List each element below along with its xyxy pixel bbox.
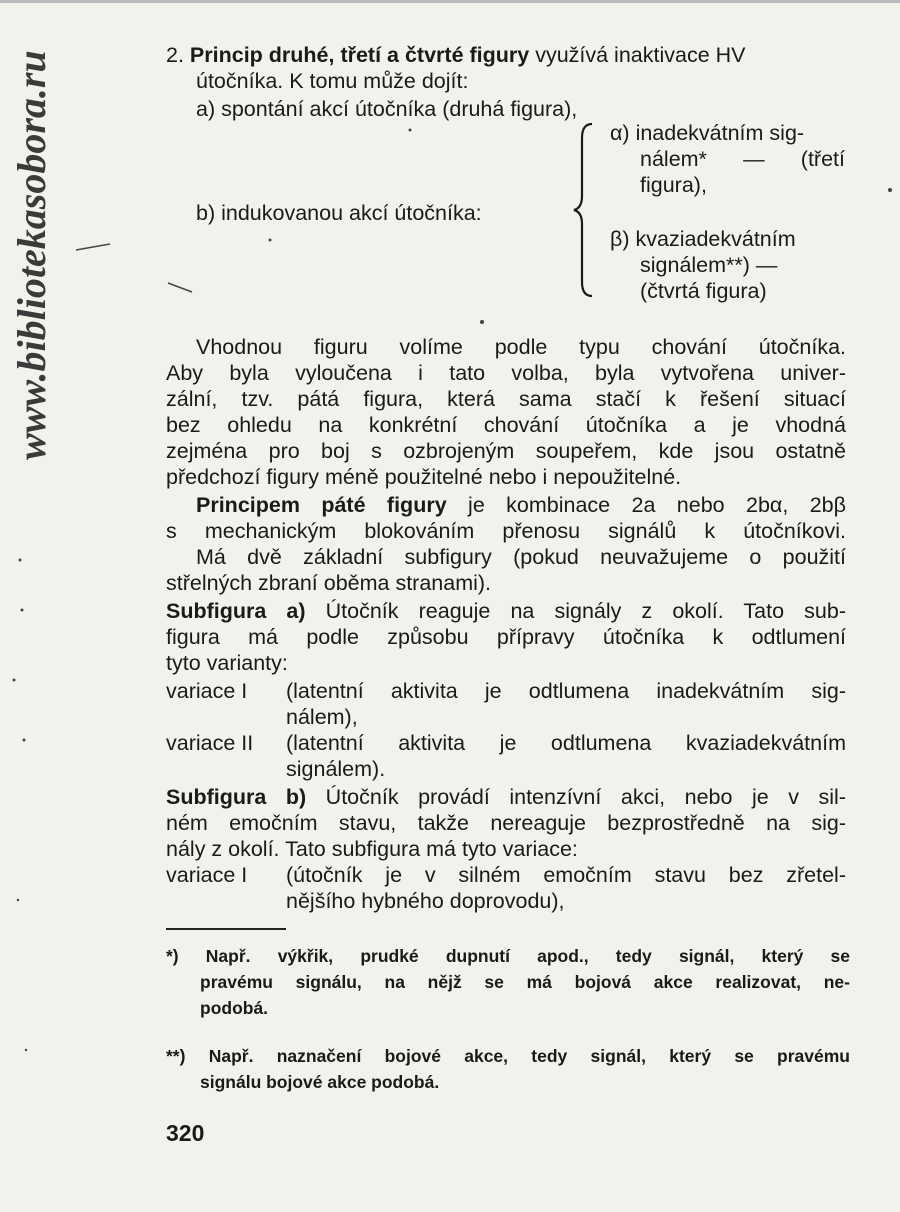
text-line: (útočník je v silném emočním stavu bez zřetel-: [286, 863, 846, 887]
text-line: nálem* — (třetí: [640, 147, 845, 171]
text-line: předchozí figury méně použitelné nebo i nepoužitelné.: [166, 465, 682, 489]
text-line: zejména pro boj s ozbrojeným soupeřem, kde jsou ostatně: [166, 439, 846, 463]
text-line: Subfigura a) Útočník reaguje na signály z okolí. Tato sub-: [166, 599, 846, 623]
text-line: bez ohledu na konkrétní chování útočníka a je vhodná: [166, 413, 846, 437]
footnote-line: pravému signálu, na nějž se má bojová akce realizovat, ne-: [200, 972, 850, 992]
text-line: tyto varianty:: [166, 651, 288, 675]
text-line: figura),: [640, 173, 707, 197]
text-line: (latentní aktivita je odtlumena inadekvátním sig-: [286, 679, 846, 703]
footnote-line: **) Např. naznačení bojové akce, tedy signál, který se pravému: [166, 1046, 850, 1066]
text-line: 2. Princip druhé, třetí a čtvrté figury využívá inaktivace HV: [166, 43, 746, 67]
text-line: Vhodnou figuru volíme podle typu chování útočníka.: [196, 335, 846, 359]
text-line: (latentní aktivita je odtlumena kvaziadekvátním: [286, 731, 846, 755]
footnote-line: *) Např. výkřik, prudké dupnutí apod., tedy signál, který se: [166, 946, 850, 966]
text-line: s mechanickým blokováním přenosu signálů k útočníkovi.: [166, 519, 846, 543]
curly-brace: [568, 120, 598, 300]
text-line: a) spontání akcí útočníka (druhá figura),: [196, 97, 578, 121]
text-line: Aby byla vyloučena i tato volba, byla vytvořena univer-: [166, 361, 846, 385]
watermark: www.bibliotekasobora.ru: [9, 50, 54, 460]
variation-label: variace II: [166, 731, 254, 755]
text-line: nály z okolí. Tato subfigura má tyto variace:: [166, 837, 578, 861]
text-line: β) kvaziadekvátním: [610, 227, 796, 251]
text-line: signálem**) —: [640, 253, 778, 277]
text-line: α) inadekvátním sig-: [610, 121, 805, 145]
footnote-line: signálu bojové akce podobá.: [200, 1072, 440, 1092]
text-line: útočníka. K tomu může dojít:: [196, 69, 469, 93]
text-line: nálem),: [286, 705, 358, 729]
text-line: nějšího hybného doprovodu),: [286, 889, 565, 913]
text-line: (čtvrtá figura): [640, 279, 767, 303]
variation-label: variace I: [166, 863, 248, 887]
variation-label: variace I: [166, 679, 248, 703]
footnote-separator: [166, 928, 286, 930]
text-line: signálem).: [286, 757, 386, 781]
text-line: střelných zbraní oběma stranami).: [166, 571, 492, 595]
text-line: zální, tzv. pátá figura, která sama stačí k řešení situací: [166, 387, 846, 411]
footnote-line: podobá.: [200, 998, 269, 1018]
text-line: Subfigura b) Útočník provádí intenzívní akci, nebo je v sil-: [166, 785, 846, 809]
page-number: 320: [166, 1120, 205, 1146]
text-line: ném emočním stavu, takže nereaguje bezprostředně na sig-: [166, 811, 846, 835]
text-line: figura má podle způsobu přípravy útočníka k odtlumení: [166, 625, 846, 649]
text-line: Má dvě základní subfigury (pokud neuvažujeme o použití: [196, 545, 846, 569]
text-line: Principem páté figury je kombinace 2a nebo 2bα, 2bβ: [196, 493, 846, 517]
text-line: b) indukovanou akcí útočníka:: [196, 201, 482, 225]
